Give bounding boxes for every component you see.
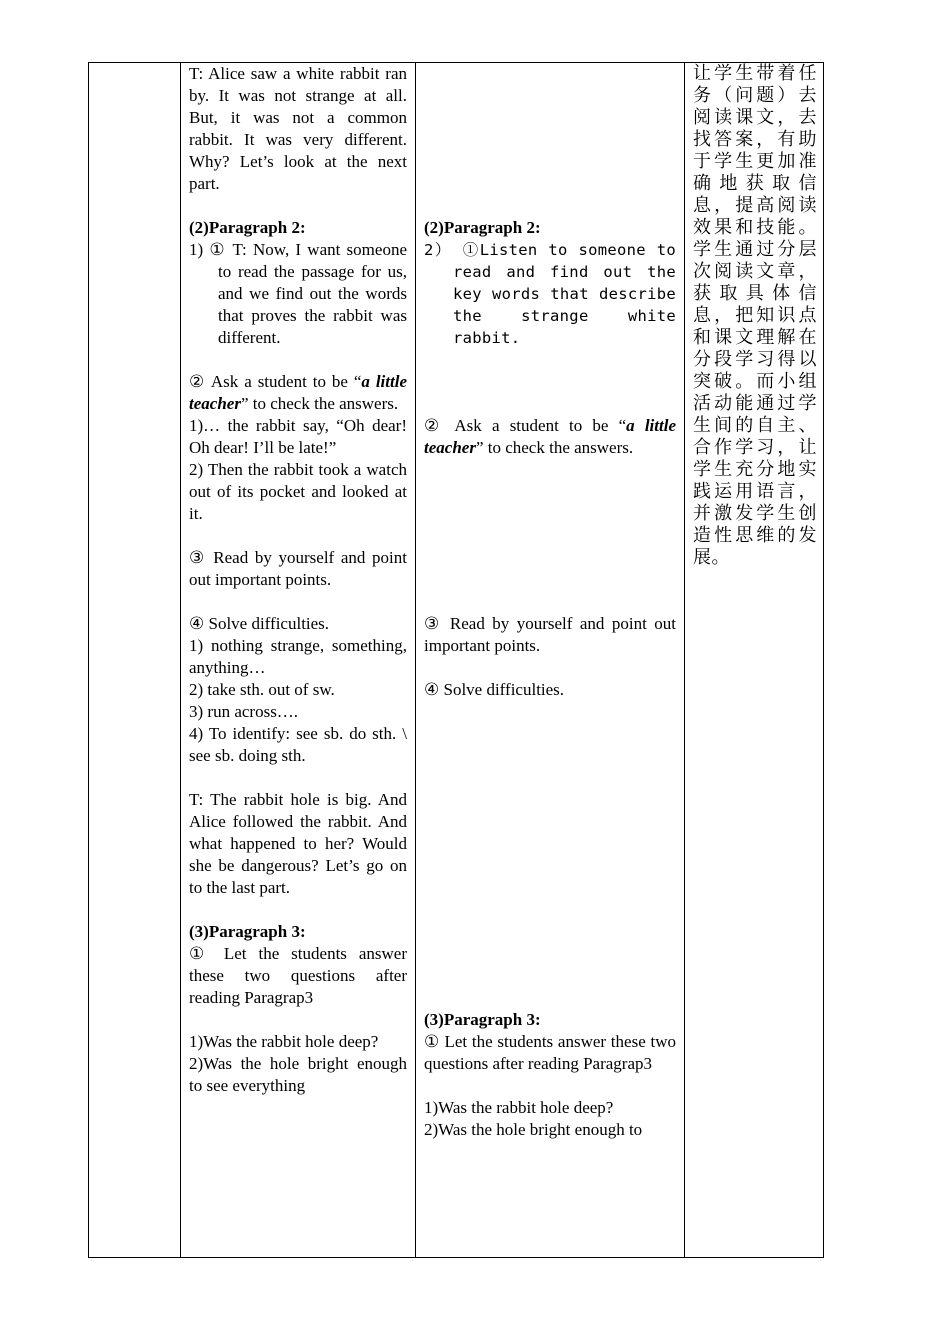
- emphasis-text: a little teacher: [189, 372, 407, 413]
- p2-step-2: [189, 371, 407, 415]
- question-2: 2)Was the hole bright enough to: [424, 1120, 643, 1139]
- student-activity-cell: [416, 63, 685, 1258]
- question-1: 1)Was the rabbit hole deep?: [424, 1098, 614, 1117]
- lesson-plan-table: [88, 62, 824, 1258]
- paragraph-3-heading: (3)Paragraph 3:: [189, 922, 306, 941]
- step-text: ② Ask a student to be “: [189, 372, 362, 391]
- p2-step-1: [189, 239, 407, 349]
- question-2: 2)Was the hole bright enough to see everything: [189, 1054, 407, 1095]
- design-purpose-text: 让学生带着任务（问题）去阅读课文，去找答案，有助于学生更加准确地获取信息，提高阅读效果和技能。学生通过分层次阅读文章，获取具体信息，把知识点和课文理解在分段学习得以突破。而小组活动能通过学生间的自主、合作学习，让学生充分地实践运用语言，并激发学生创造性思维的发展。: [693, 63, 817, 568]
- p2-step-4: ④ Solve difficulties.: [189, 614, 330, 633]
- emphasis-text: teacher: [424, 438, 476, 457]
- step-text: ② Ask a student to be “: [424, 416, 627, 435]
- answer-2: 2) Then the rabbit took a watch out of its pocket and looked at it.: [189, 460, 407, 523]
- p2-step-2: [424, 415, 676, 459]
- emphasis-text: a little: [626, 416, 676, 435]
- table-row: [89, 63, 824, 1258]
- p2-step-3: ③ Read by yourself and point out important points.: [424, 614, 676, 655]
- difficulty-2: 2) take sth. out of sw.: [189, 680, 335, 699]
- p3-step-1: ① Let the students answer these two questions after reading Paragrap3: [189, 944, 407, 1007]
- paragraph-2-heading: (2)Paragraph 2:: [189, 218, 306, 237]
- p2-step-4: ④ Solve difficulties.: [424, 680, 565, 699]
- step-text: T: Now, I want someone to read the passage for us, and we find out the words that proves the rabbit was different.: [218, 240, 407, 347]
- p2-step-1: 2） ①Listen to someone to read and find out the key words that describe the strange white rabbit.: [424, 241, 676, 347]
- design-purpose-cell: [685, 63, 824, 1258]
- p2-step-3: ③ Read by yourself and point out important points.: [189, 548, 407, 589]
- paragraph-2-heading: (2)Paragraph 2:: [424, 218, 541, 237]
- transition-text: T: The rabbit hole is big. And Alice followed the rabbit. And what happened to her? Would she be dangerous? Let’s go on to the last part.: [189, 790, 407, 897]
- stage-cell: [89, 63, 181, 1258]
- intro-text: T: Alice saw a white rabbit ran by. It was not strange at all. But, it was not a common rabbit. It was very different. Why? Let’s look at the next part.: [189, 64, 407, 193]
- difficulty-4: 4) To identify: see sb. do sth. \ see sb. doing sth.: [189, 724, 407, 765]
- difficulty-1: 1) nothing strange, something, anything…: [189, 636, 407, 677]
- teacher-activity-cell: [181, 63, 416, 1258]
- paragraph-3-heading: (3)Paragraph 3:: [424, 1010, 541, 1029]
- difficulty-3: 3) run across….: [189, 702, 299, 721]
- answer-1: 1)… the rabbit say, “Oh dear! Oh dear! I’ll be late!”: [189, 416, 407, 457]
- step-text: ” to check the answers.: [475, 438, 634, 457]
- p3-step-1: ① Let the students answer these two questions after reading Paragrap3: [424, 1032, 676, 1073]
- question-1: 1)Was the rabbit hole deep?: [189, 1032, 379, 1051]
- step-number: 1): [189, 240, 210, 259]
- step-mark: ①: [209, 240, 233, 259]
- step-text: ” to check the answers.: [240, 394, 399, 413]
